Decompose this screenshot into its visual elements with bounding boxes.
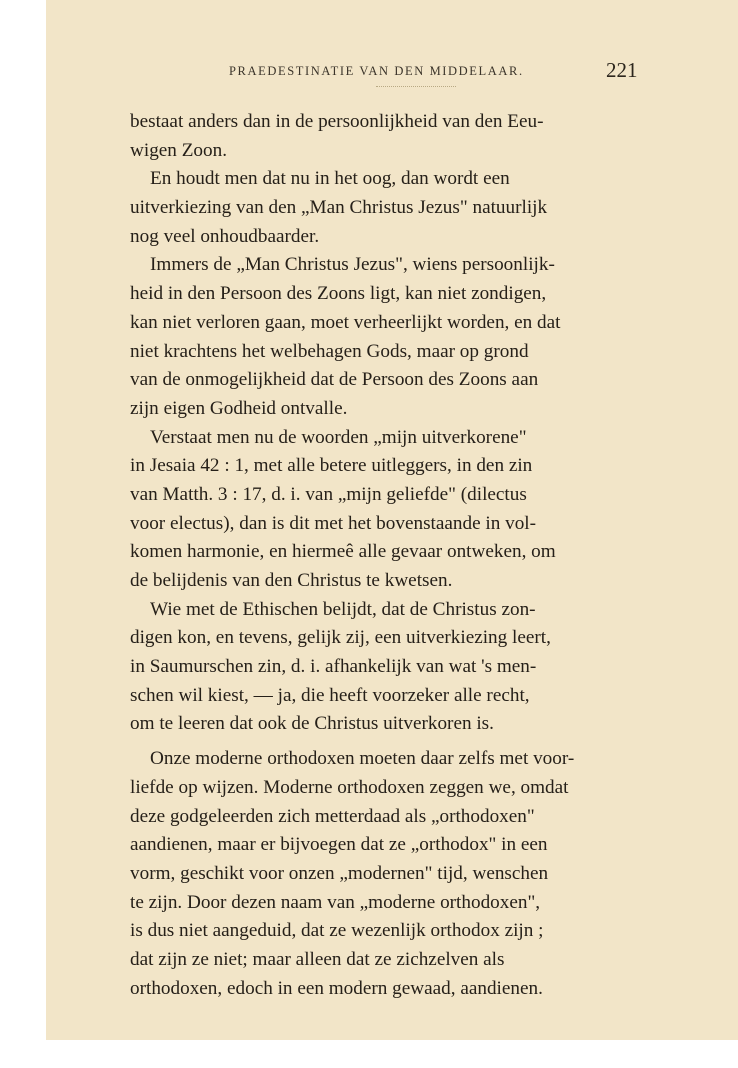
text-line: komen harmonie, en hiermeê alle gevaar ontweken, om [130,541,556,563]
text-line: in Saumurschen zin, d. i. afhankelijk van wat 's men- [130,656,537,678]
text-line: Verstaat men nu de woorden „mijn uitverkorene" [150,426,527,448]
text-line: digen kon, en tevens, gelijk zij, een uitverkiezing leert, [130,627,551,649]
text-line: heid in den Persoon des Zoons ligt, kan niet zondigen, [130,283,547,305]
text-line: om te leeren dat ook de Christus uitverkoren is. [130,713,494,735]
page-number: 221 [606,58,638,82]
text-line: van de onmogelijkheid dat de Persoon des Zoons aan [130,369,539,391]
text-line: liefde op wijzen. Moderne orthodoxen zeggen we, omdat [130,776,569,798]
text-line: bestaat anders dan in de persoonlijkheid van den Eeu- [130,111,544,132]
text-line: kan niet verloren gaan, moet verheerlijkt worden, en dat [130,311,561,333]
running-title: PRAEDESTINATIE VAN DEN MIDDELAAR. [229,64,524,78]
header-divider [376,86,456,87]
text-line: zijn eigen Godheid ontvalle. [130,397,348,419]
body-text [130,108,640,1003]
page-header [46,58,738,88]
text-line: de belijdenis van den Christus te kwetsen. [130,570,453,591]
text-line: in Jesaia 42 : 1, met alle betere uitleggers, in den zin [130,455,533,477]
text-line: Wie met de Ethischen belijdt, dat de Christus zon- [150,598,536,620]
text-line: niet krachtens het welbehagen Gods, maar op grond [130,340,529,362]
book-page [46,0,738,1040]
text-line: uitverkiezing van den „Man Christus Jezus" natuurlijk [130,197,548,219]
text-line: deze godgeleerden zich metterdaad als „orthodoxen" [130,805,535,827]
text-line: aandienen, maar er bijvoegen dat ze „orthodox" in een [130,834,548,856]
text-line: van Matth. 3 : 17, d. i. van „mijn geliefde" (dilectus [130,483,527,505]
text-line: orthodoxen, edoch in een modern gewaad, aandienen. [130,977,543,999]
text-line: schen wil kiest, — ja, die heeft voorzeker alle recht, [130,684,530,706]
text-line: En houdt men dat nu in het oog, dan wordt een [150,168,510,190]
text-line: vorm, geschikt voor onzen „modernen" tijd, wenschen [130,862,549,884]
text-line: voor electus), dan is dit met het bovenstaande in vol- [130,512,537,534]
text-line: nog veel onhoudbaarder. [130,225,320,247]
text-line: Onze moderne orthodoxen moeten daar zelfs met voor- [150,748,575,770]
text-line: dat zijn ze niet; maar alleen dat ze zichzelven als [130,948,505,970]
text-line: wigen Zoon. [130,139,227,161]
text-line: Immers de „Man Christus Jezus", wiens persoonlijk- [150,254,555,276]
text-line: is dus niet aangeduid, dat ze wezenlijk orthodox zijn ; [130,920,544,942]
text-line: te zijn. Door dezen naam van „moderne orthodoxen", [130,891,541,913]
